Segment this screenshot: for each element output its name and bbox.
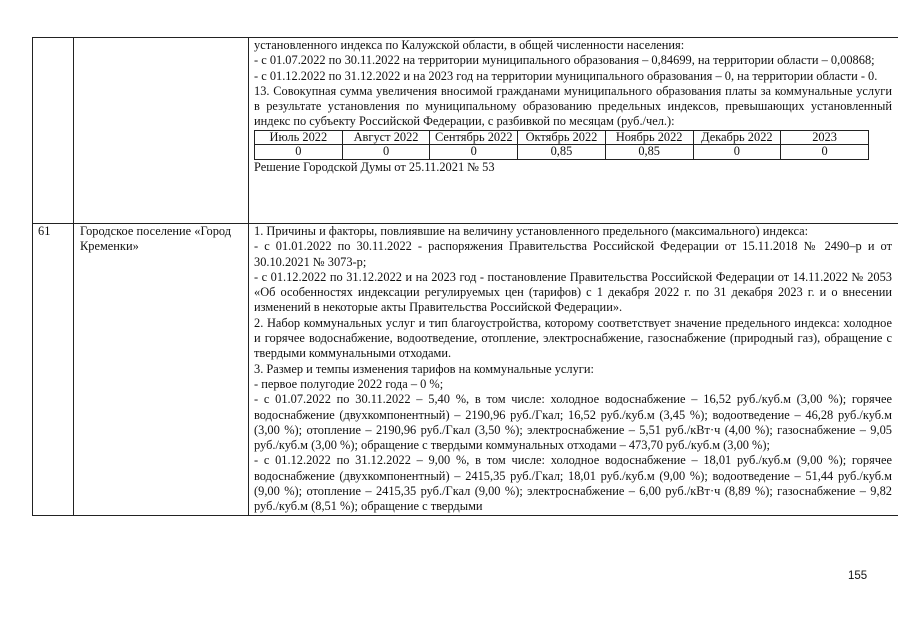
paragraph: 1. Причины и факторы, повлиявшие на величину установленного предельного (максимального) индекса: (254, 224, 809, 238)
month-header: Сентябрь 2022 (430, 130, 518, 145)
row-description (249, 38, 898, 224)
month-header: Ноябрь 2022 (605, 130, 693, 145)
month-header: Октябрь 2022 (518, 130, 606, 145)
month-value: 0,85 (518, 145, 606, 160)
paragraph: - с 01.12.2022 по 31.12.2022 – 9,00 %, в том числе: холодное водоснабжение – 18,01 руб./куб.м (9,00 %); горячее водоснабжение (двухкомпонентный) – 2415,35 руб./Гкал; 18,01 руб./куб.м (9,00 %); водоотведение – 51,44 руб./куб.м (9,00 %); отопление – 2415,35 руб./Гкал (9,00 %); электроснабжение – 6,00 руб./кВт·ч (8,89 %); газоснабжение – 9,82 руб./куб.м (8,51 %); обращение с твердыми (254, 453, 892, 514)
paragraph: установленного индекса по Калужской области, в общей численности населения: (254, 38, 685, 52)
table-row (33, 224, 898, 516)
municipality-name: Городское поселение «Город Кременки» (74, 224, 249, 516)
month-header: Июль 2022 (255, 130, 343, 145)
month-value: 0 (430, 145, 518, 160)
months-values-row (255, 145, 869, 160)
paragraph: - с 01.12.2022 по 31.12.2022 и на 2023 год на территории муниципального образования – 0, на территории области - 0. (254, 68, 878, 83)
table-row (33, 38, 898, 224)
month-value: 0 (693, 145, 781, 160)
decision-reference: Решение Городской Думы от 25.11.2021 № 53 (254, 159, 495, 174)
month-value: 0,85 (605, 145, 693, 160)
monthly-increase-table (254, 130, 869, 160)
month-header: 2023 (781, 130, 869, 145)
months-header-row (255, 130, 869, 145)
data-table (32, 37, 898, 516)
row-number: 61 (33, 224, 74, 516)
month-value: 0 (342, 145, 430, 160)
paragraph: 13. Совокупная сумма увеличения вносимой гражданами муниципального образования платы за коммунальные услуги в результате установления по муниципальному образованию предельных индексов, превышающих установленный индекс по субъекту Российской Федерации, с разбивкой по месяцам (руб./чел.): (254, 83, 892, 129)
paragraph: - с 01.07.2022 по 30.11.2022 – 5,40 %, в том числе: холодное водоснабжение – 16,52 руб./куб.м (3,00 %); горячее водоснабжение (двухкомпонентный) – 2190,96 руб./Гкал; 16,52 руб./куб.м (3,45 %); водоотведение – 46,28 руб./куб.м (3,00 %); отопление – 2190,96 руб./Гкал (3,50 %); электроснабжение – 5,51 руб./кВт·ч (4,00 %); газоснабжение – 9,05 руб./куб.м (3,00 %); обращение с твердыми коммунальных отходами – 473,70 руб./куб.м (3,00 %); (254, 392, 892, 453)
month-header: Декабрь 2022 (693, 130, 781, 145)
row-number (33, 38, 74, 224)
paragraph: - с 01.12.2022 по 31.12.2022 и на 2023 год - постановление Правительства Российской Федерации от 14.11.2022 № 2053 «Об особенностях индексации регулируемых цен (тарифов) с 1 декабря 2022 г. по 31 декабря 2023 г. и о внесении изменений в некоторые акты Правительства Российской Федерации». (254, 269, 892, 315)
paragraph: - с 01.01.2022 по 30.11.2022 - распоряжения Правительства Российской Федерации от 15.11.2018 № 2490–р и от 30.10.2021 № 3073-р; (254, 239, 892, 269)
page-number: 155 (848, 570, 868, 582)
row-description (249, 224, 898, 516)
paragraph: 2. Набор коммунальных услуг и тип благоустройства, которому соответствует значение предельного индекса: холодное и горячее водоснабжение, водоотведение, отопление, электроснабжение, газоснабжение (природный газ), обращение с твердыми коммунальными отходами. (254, 315, 892, 361)
month-value: 0 (781, 145, 869, 160)
month-value: 0 (255, 145, 343, 160)
paragraph: 3. Размер и темпы изменения тарифов на коммунальные услуги: (254, 361, 594, 376)
month-header: Август 2022 (342, 130, 430, 145)
paragraph: - с 01.07.2022 по 30.11.2022 на территории муниципального образования – 0,84699, на территории области – 0,00868; (254, 53, 875, 68)
paragraph: - первое полугодие 2022 года – 0 %; (254, 376, 444, 391)
municipality-name (74, 38, 249, 224)
